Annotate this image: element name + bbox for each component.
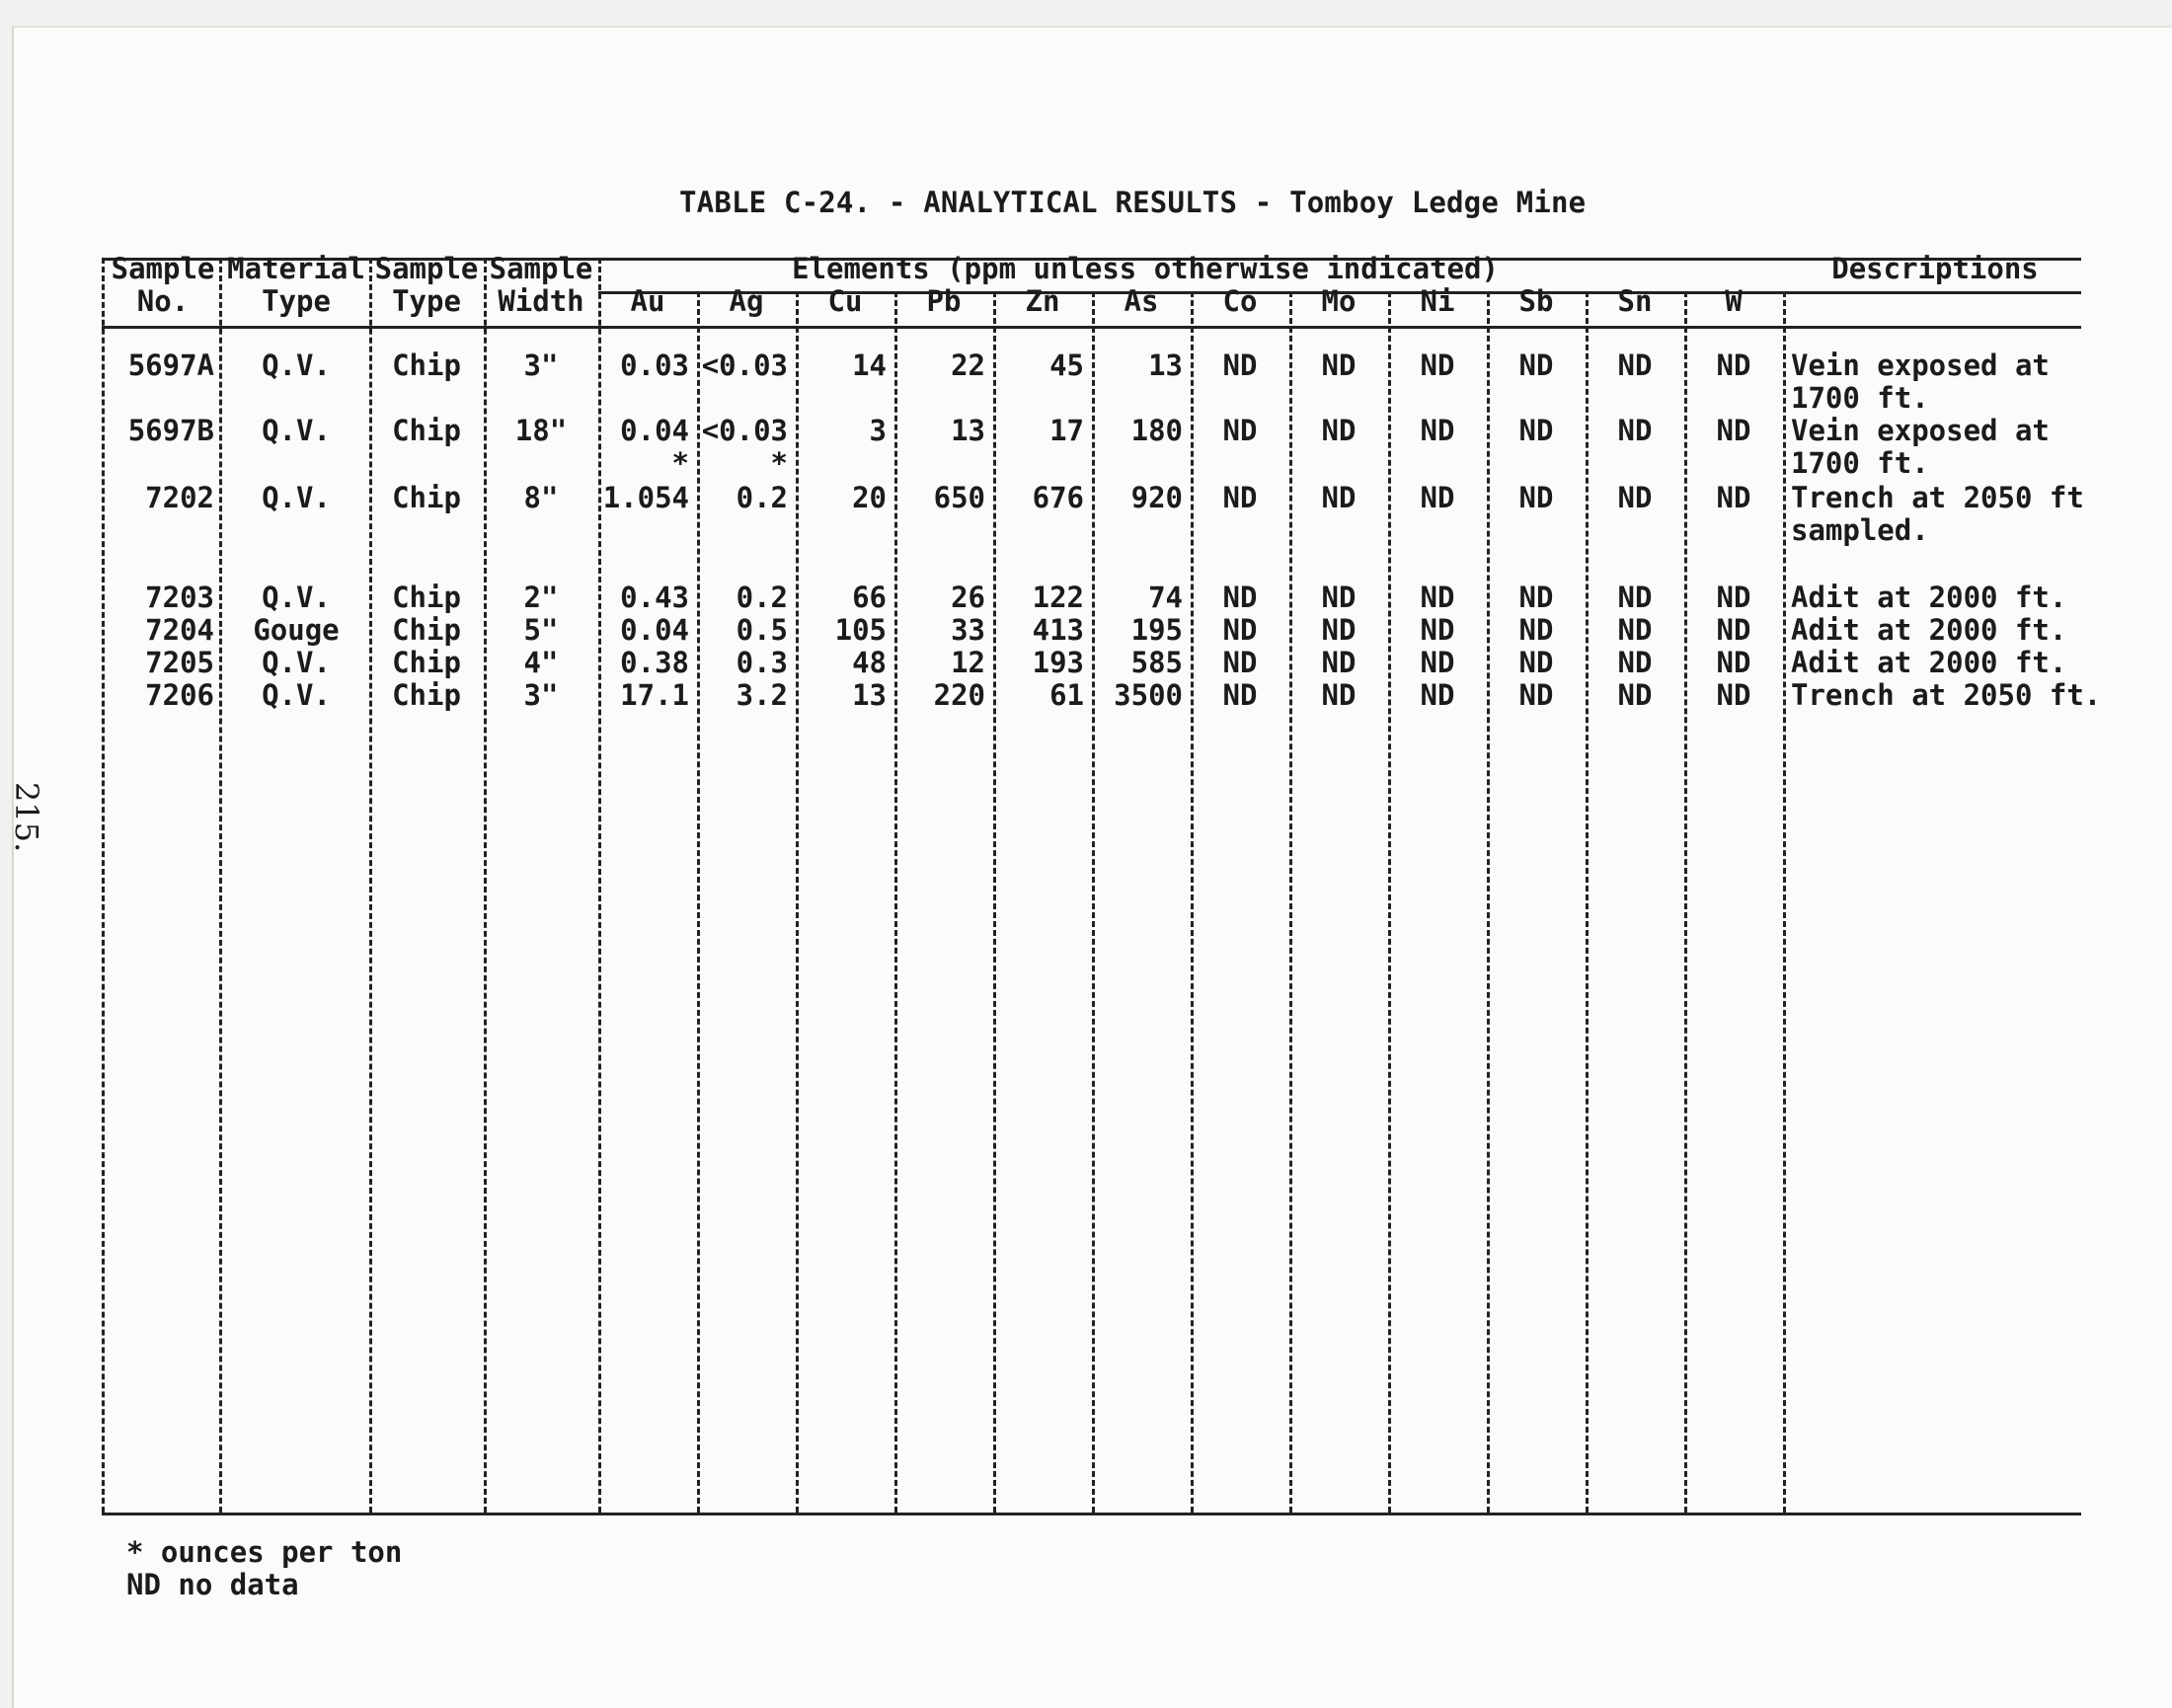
header-element-au: Au: [630, 284, 665, 318]
cell-sn: ND: [1617, 414, 1653, 447]
cell-mo: ND: [1321, 349, 1357, 382]
column-divider: [369, 258, 372, 1513]
cell-ag: <0.03: [701, 414, 788, 447]
cell-co: ND: [1222, 678, 1258, 712]
header-element-ni: Ni: [1420, 284, 1455, 318]
header-no-label: No.: [136, 284, 190, 318]
cell-sb: ND: [1518, 581, 1554, 614]
header-elements-caption: Elements (ppm unless otherwise indicated): [792, 252, 1499, 285]
cell-sb: ND: [1518, 646, 1554, 679]
cell-sample-width: 2": [523, 581, 559, 614]
cell-zn: 122: [1032, 581, 1084, 614]
cell-pb: 220: [933, 678, 985, 712]
cell-ni: ND: [1420, 414, 1455, 447]
header-material-label: Material: [227, 252, 365, 285]
cell-pb: 650: [933, 481, 985, 514]
cell-w: ND: [1716, 481, 1751, 514]
cell-as: 13: [1148, 349, 1183, 382]
cell-description: 1700 ft.: [1791, 446, 1929, 480]
cell-sample-no: 7205: [145, 646, 214, 679]
cell-as: 3500: [1114, 678, 1183, 712]
cell-sample-type: Chip: [392, 481, 461, 514]
cell-cu: 3: [869, 414, 887, 447]
cell-w: ND: [1716, 414, 1751, 447]
cell-description: Vein exposed at: [1791, 349, 2050, 382]
cell-zn: 193: [1032, 646, 1084, 679]
cell-sb: ND: [1518, 414, 1554, 447]
cell-sample-type: Chip: [392, 613, 461, 647]
cell-description: Adit at 2000 ft.: [1791, 581, 2067, 614]
cell-co: ND: [1222, 414, 1258, 447]
cell-cu: 105: [834, 613, 887, 647]
cell-as: 74: [1148, 581, 1183, 614]
cell-w: ND: [1716, 678, 1751, 712]
header-type-label: Type: [262, 284, 331, 318]
cell-au: 0.04: [620, 613, 689, 647]
column-divider: [1191, 291, 1194, 1513]
column-divider: [1783, 291, 1786, 1513]
cell-sample-type: Chip: [392, 581, 461, 614]
cell-au: 0.04: [620, 414, 689, 447]
cell-zn: 413: [1032, 613, 1084, 647]
cell-ag: 0.5: [736, 613, 788, 647]
cell-sample-no: 7202: [145, 481, 214, 514]
column-divider: [796, 291, 799, 1513]
cell-sn: ND: [1617, 581, 1653, 614]
cell-co: ND: [1222, 349, 1258, 382]
cell-co: ND: [1222, 646, 1258, 679]
cell-sample-no: 7203: [145, 581, 214, 614]
column-divider: [1684, 291, 1687, 1513]
cell-au: 0.38: [620, 646, 689, 679]
cell-cu: 20: [852, 481, 887, 514]
column-divider: [219, 258, 222, 1513]
cell-sample-type: Chip: [392, 678, 461, 712]
cell-cu: 48: [852, 646, 887, 679]
cell-as: 195: [1130, 613, 1183, 647]
table-title: TABLE C-24. - ANALYTICAL RESULTS - Tomboy Ledge Mine: [679, 186, 1587, 219]
cell-sn: ND: [1617, 349, 1653, 382]
cell-sn: ND: [1617, 678, 1653, 712]
cell-sample-type: Chip: [392, 414, 461, 447]
header-sample-label: Sample: [111, 252, 215, 285]
cell-ni: ND: [1420, 349, 1455, 382]
cell-sample-no: 5697B: [127, 414, 214, 447]
column-divider: [1289, 291, 1292, 1513]
cell-zn: 676: [1032, 481, 1084, 514]
cell-ag: 0.2: [736, 481, 788, 514]
page-number: 215.: [8, 782, 45, 853]
cell-as: 585: [1130, 646, 1183, 679]
table-bottom-rule: [102, 1513, 2081, 1515]
cell-zn: 61: [1049, 678, 1084, 712]
header-width-label: Width: [498, 284, 584, 318]
cell-co: ND: [1222, 581, 1258, 614]
cell-material-type: Q.V.: [262, 414, 331, 447]
cell-pb: 22: [951, 349, 985, 382]
cell-pb: 13: [951, 414, 985, 447]
cell-pb: 26: [951, 581, 985, 614]
cell-sn: ND: [1617, 646, 1653, 679]
footnote-mark-ag: *: [770, 446, 788, 480]
column-divider: [1092, 291, 1095, 1513]
header-element-as: As: [1124, 284, 1159, 318]
cell-material-type: Q.V.: [262, 349, 331, 382]
cell-description: sampled.: [1791, 513, 1929, 547]
cell-description: Trench at 2050 ft.: [1791, 678, 2102, 712]
cell-sample-width: 3": [523, 678, 559, 712]
cell-ni: ND: [1420, 581, 1455, 614]
cell-sample-width: 18": [514, 414, 568, 447]
cell-ni: ND: [1420, 481, 1455, 514]
cell-ag: 0.2: [736, 581, 788, 614]
header-element-cu: Cu: [827, 284, 863, 318]
cell-sample-type: Chip: [392, 646, 461, 679]
header-element-w: W: [1725, 284, 1743, 318]
cell-w: ND: [1716, 349, 1751, 382]
column-divider: [697, 291, 700, 1513]
cell-pb: 12: [951, 646, 985, 679]
cell-sb: ND: [1518, 613, 1554, 647]
cell-au: 0.03: [620, 349, 689, 382]
cell-zn: 45: [1049, 349, 1084, 382]
cell-zn: 17: [1049, 414, 1084, 447]
column-divider: [993, 291, 996, 1513]
cell-mo: ND: [1321, 581, 1357, 614]
cell-co: ND: [1222, 613, 1258, 647]
header-element-zn: Zn: [1025, 284, 1060, 318]
legend-ounces-per-ton: * ounces per ton: [126, 1535, 403, 1569]
cell-ni: ND: [1420, 646, 1455, 679]
cell-cu: 13: [852, 678, 887, 712]
cell-description: Trench at 2050 ft: [1791, 481, 2084, 514]
cell-mo: ND: [1321, 613, 1357, 647]
header-element-sn: Sn: [1617, 284, 1653, 318]
column-divider: [102, 258, 105, 1513]
cell-ni: ND: [1420, 678, 1455, 712]
cell-description: Vein exposed at: [1791, 414, 2050, 447]
column-divider: [894, 291, 897, 1513]
cell-mo: ND: [1321, 481, 1357, 514]
cell-sample-type: Chip: [392, 349, 461, 382]
cell-sample-width: 3": [523, 349, 559, 382]
cell-au: 1.054: [602, 481, 689, 514]
legend-no-data: ND no data: [126, 1568, 299, 1601]
column-divider: [1586, 291, 1589, 1513]
cell-ag: 3.2: [736, 678, 788, 712]
cell-material-type: Q.V.: [262, 581, 331, 614]
header-sample-label: Sample: [374, 252, 479, 285]
cell-co: ND: [1222, 481, 1258, 514]
cell-sb: ND: [1518, 678, 1554, 712]
header-element-ag: Ag: [729, 284, 764, 318]
column-divider: [1487, 291, 1490, 1513]
cell-ag: 0.3: [736, 646, 788, 679]
header-descriptions: Descriptions: [1831, 252, 2039, 285]
cell-material-type: Q.V.: [262, 481, 331, 514]
cell-material-type: Q.V.: [262, 646, 331, 679]
table-legend: [126, 1536, 402, 1601]
column-divider: [1388, 291, 1391, 1513]
cell-material-type: Q.V.: [262, 678, 331, 712]
cell-au: 17.1: [620, 678, 689, 712]
cell-as: 920: [1130, 481, 1183, 514]
cell-cu: 14: [852, 349, 887, 382]
cell-sample-no: 7204: [145, 613, 214, 647]
cell-w: ND: [1716, 581, 1751, 614]
cell-pb: 33: [951, 613, 985, 647]
cell-w: ND: [1716, 646, 1751, 679]
cell-mo: ND: [1321, 646, 1357, 679]
cell-ni: ND: [1420, 613, 1455, 647]
cell-au: 0.43: [620, 581, 689, 614]
cell-ag: <0.03: [701, 349, 788, 382]
cell-sample-no: 7206: [145, 678, 214, 712]
cell-sample-width: 4": [523, 646, 559, 679]
cell-mo: ND: [1321, 678, 1357, 712]
footnote-mark-au: *: [671, 446, 689, 480]
cell-description: Adit at 2000 ft.: [1791, 646, 2067, 679]
header-element-pb: Pb: [926, 284, 962, 318]
header-type-label: Type: [392, 284, 461, 318]
column-divider: [598, 258, 601, 1513]
column-divider: [484, 258, 487, 1513]
cell-as: 180: [1130, 414, 1183, 447]
header-sample-label: Sample: [489, 252, 593, 285]
cell-cu: 66: [852, 581, 887, 614]
cell-mo: ND: [1321, 414, 1357, 447]
cell-description: 1700 ft.: [1791, 381, 1929, 415]
header-element-sb: Sb: [1518, 284, 1554, 318]
cell-sample-no: 5697A: [127, 349, 214, 382]
cell-sample-width: 5": [523, 613, 559, 647]
cell-sample-width: 8": [523, 481, 559, 514]
cell-w: ND: [1716, 613, 1751, 647]
header-element-co: Co: [1222, 284, 1258, 318]
cell-sb: ND: [1518, 349, 1554, 382]
cell-sn: ND: [1617, 613, 1653, 647]
header-element-mo: Mo: [1321, 284, 1357, 318]
cell-description: Adit at 2000 ft.: [1791, 613, 2067, 647]
cell-material-type: Gouge: [253, 613, 340, 647]
cell-sn: ND: [1617, 481, 1653, 514]
cell-sb: ND: [1518, 481, 1554, 514]
